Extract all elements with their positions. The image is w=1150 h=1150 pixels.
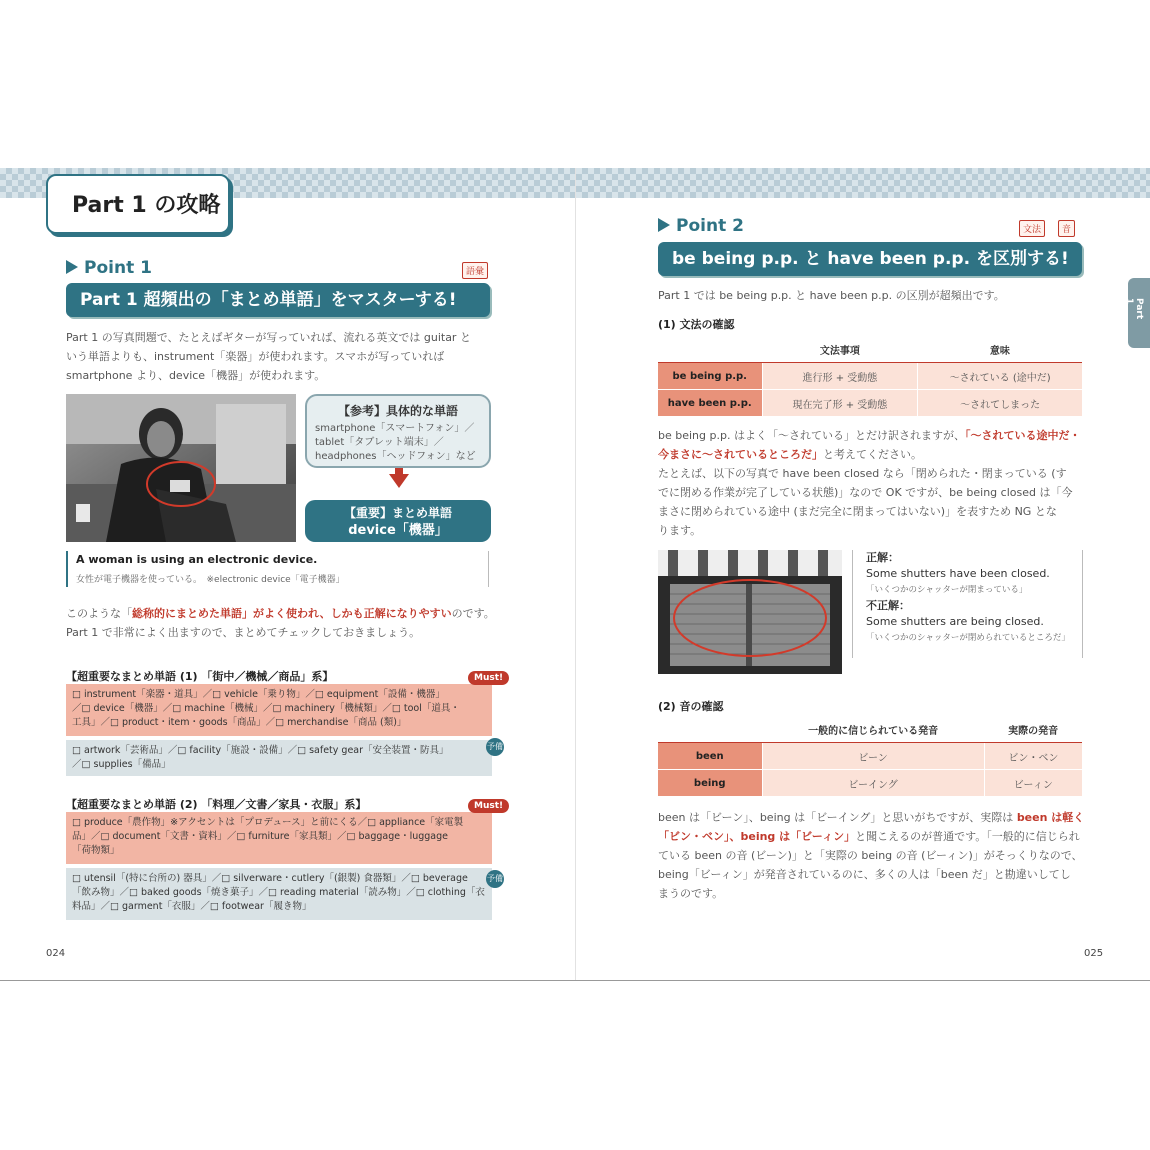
page-number-left: 024 — [46, 948, 66, 959]
table-row: being ビーイング ビーィン — [658, 770, 1082, 797]
grammar-tag: 文法 — [1019, 220, 1045, 237]
chapter-title: Part 1 の攻略 — [72, 193, 221, 218]
sound-subheading: (2) 音の確認 — [658, 700, 724, 713]
section1-must-words: □ instrument「楽器・道具」／□ vehicle「乗り物」／□ equipment「設備・機器」 ／□ device「機器」／□ machine「機械」／□ machinery「機械類」／□ tool「道具・ 工具」／□ product・item・goods「商品」／□ merchandise「商品 (類)」 — [66, 684, 492, 736]
shutter-photo — [658, 550, 842, 674]
part1-side-tab: Part 1 — [1128, 278, 1150, 348]
reference-box — [305, 394, 491, 468]
answer-examples: 正解： Some shutters have been closed. 「いくつかのシャッターが閉まっている」 不正解： Some shutters are being closed. 「いくつかのシャッターが閉められているところだ」 — [866, 551, 1070, 643]
book-spread — [0, 168, 1150, 981]
pronunciation-table: 一般的に信じられている発音 実際の発音 been ビーン ビン・ベン being ビーイング ビーィン — [658, 716, 1082, 796]
point2-label: Point 2 — [658, 216, 744, 236]
grammar-table: 文法事項 意味 be being p.p. 進行形 + 受動態 ～されている (途中だ) have been p.p. 現在完了形 + 受動態 ～されてしまった — [658, 336, 1082, 416]
table-row: be being p.p. 進行形 + 受動態 ～されている (途中だ) — [658, 363, 1082, 390]
important-box: 【重要】まとめ単語 device「機器」 — [305, 500, 491, 542]
section1-extra-words: □ artwork「芸術品」／□ facility「施設・設備」／□ safety gear「安全装置・防具」 ／□ supplies「備品」 — [66, 740, 492, 776]
sound-tag: 音 — [1058, 220, 1075, 237]
reference-list: smartphone「スマートフォン」／ tablet「タブレット端末」／ headphones「ヘッドフォン」など — [315, 423, 476, 462]
caption-japanese: 女性が電子機器を使っている。 ※electronic device「電子機器」 — [76, 575, 345, 585]
down-arrow-icon — [389, 474, 409, 488]
reference-heading: 【参考】具体的な単語 — [337, 404, 458, 418]
must-badge: Must! — [468, 799, 509, 813]
answer-rule-right — [1082, 550, 1083, 658]
section2-must-words: □ produce「農作物」※アクセントは「プロデュース」と前にくる／□ appliance「家電製 品」／□ document「文書・資料」／□ furniture「家具類」／□ baggage・luggage 「荷物類」 — [66, 812, 492, 864]
page-number-right: 025 — [1084, 948, 1104, 959]
pronunciation-explanation: been は「ビーン」、being は「ビーイング」と思いがちですが、実際は been は軽く 「ビン・ベン」、being は「ビーィン」と聞こえるのが普通です。「一般的に信じられ ている been の音 (ビーン)」と「実際の being の音 (ビーィン)」がそっくりなので、 being「ビーィン」が発音されているのに、多くの人は「been だ」と勘違いしてし まうのです。 — [658, 811, 1085, 900]
point1-body: このような「総称的にまとめた単語」がよく使われ、しかも正解になりやすいのです。 Part 1 で非常によく出ますので、まとめてチェックしておきましょう。 — [66, 607, 495, 639]
section1-heading: 【超重要なまとめ単語 (1) 「街中／機械／商品」系】 — [66, 670, 334, 683]
reserve-badge: 予備 — [486, 870, 504, 888]
caption-rule-right — [488, 551, 489, 587]
section2-heading: 【超重要なまとめ単語 (2) 「料理／文書／家具・衣服」系】 — [66, 798, 367, 811]
point2-explanation: be being p.p. はよく「～されている」とだけ訳されますが、「～されている途中だ・ 今まさに～されているところだ」と考えてください。 たとえば、以下の写真で have been closed なら「閉められた・閉まっている (す でに閉める作業が完了している状態)」なので OK ですが、be being closed は「今 まさに閉められている途中 (まだ完全に閉まってはいない)」を表すため NG とな ります。 — [658, 429, 1081, 537]
point1-label: Point 1 — [66, 258, 152, 278]
page-gutter — [575, 168, 576, 980]
answer-rule-left — [852, 550, 853, 658]
section2-extra-words: □ utensil「(特に台所の) 器具」／□ silverware・cutlery「(銀製) 食器類」／□ beverage 「飲み物」／□ baked goods「焼き菓子」／□ reading material「読み物」／□ clothing「衣 料品」／□ garment「衣服」／□ footwear「履き物」 — [66, 868, 492, 920]
triangle-icon — [658, 218, 670, 232]
caption-english: A woman is using an electronic device. — [76, 553, 318, 566]
point1-intro: Part 1 の写真問題で、たとえばギターが写っていれば、流れる英文では guitar と いう単語よりも、instrument「楽器」が使われます。スマホが写っていれば smartphone より、device「機器」が使われます。 — [66, 331, 471, 382]
table-row: have been p.p. 現在完了形 + 受動態 ～されてしまった — [658, 390, 1082, 417]
grammar-subheading: (1) 文法の確認 — [658, 318, 735, 331]
reserve-badge: 予備 — [486, 738, 504, 756]
must-badge: Must! — [468, 671, 509, 685]
point1-banner: Part 1 超頻出の「まとめ単語」をマスターする! — [66, 283, 490, 317]
woman-device-photo — [66, 394, 296, 542]
chapter-title-tab — [46, 174, 230, 234]
triangle-icon — [66, 260, 78, 274]
point2-banner: be being p.p. と have been p.p. を区別する! — [658, 242, 1082, 276]
vocab-tag: 語彙 — [462, 262, 488, 279]
table-row: been ビーン ビン・ベン — [658, 743, 1082, 770]
caption-rule — [66, 551, 68, 587]
point2-intro: Part 1 では be being p.p. と have been p.p. の区別が超頻出です。 — [658, 289, 1005, 302]
